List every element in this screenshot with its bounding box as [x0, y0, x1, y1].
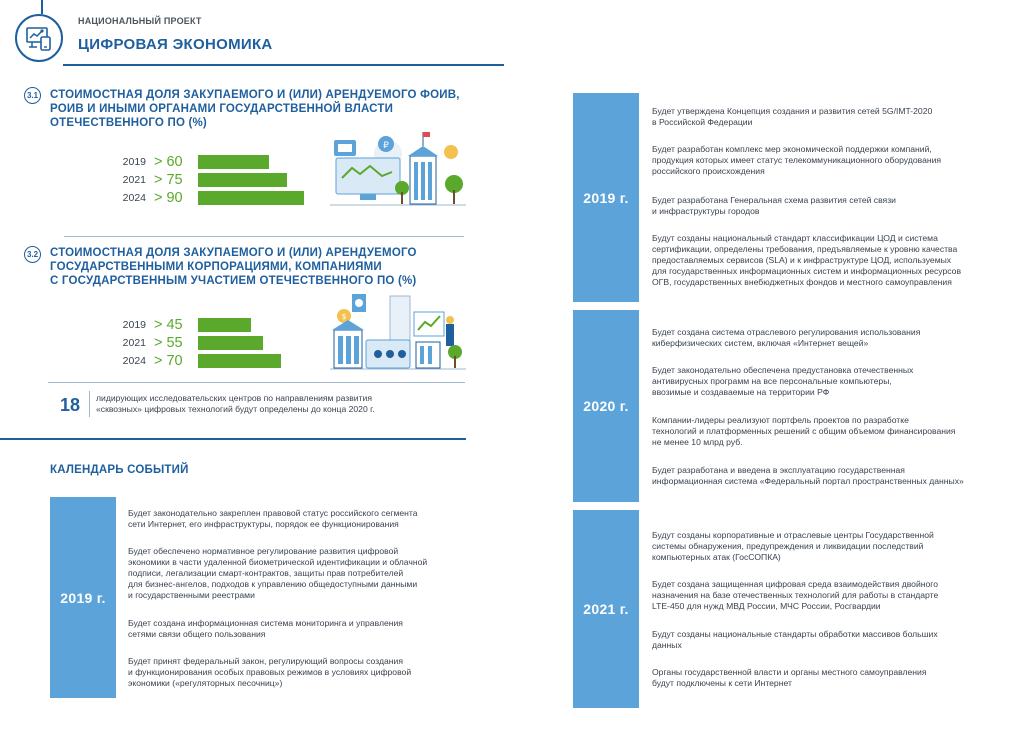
stat-description-line: «сквозных» цифровых технологий будут определены до конца 2020 г.: [96, 404, 375, 414]
bar-value-label: > 55: [154, 335, 183, 351]
section-divider: [64, 236, 464, 237]
bar: [198, 318, 251, 332]
event-line: Будет разработана Генеральная схема развития сетей связи: [652, 195, 896, 205]
section-divider: [48, 382, 465, 383]
project-logo: [15, 14, 63, 62]
year-block-right-2020: 2020 г.: [573, 310, 639, 502]
calendar-event: [128, 618, 403, 640]
section-title-line: С ГОСУДАРСТВЕННЫМ УЧАСТИЕМ ОТЕЧЕСТВЕННОГО ПО (%): [50, 275, 417, 287]
event-line: сертификации, определены требования, предъявляемые к уровню качества: [652, 244, 958, 254]
section-title-line: СТОИМОСТНАЯ ДОЛЯ ЗАКУПАЕМОГО И (ИЛИ) АРЕНДУЕМОГО ФОИВ,: [50, 89, 460, 101]
calendar-event: [652, 629, 938, 651]
event-line: Будет законодательно обеспечена предустановка отечественных: [652, 365, 914, 375]
event-line: Будет создана система отраслевого регулирования использования: [652, 327, 921, 337]
event-line: экономики в части удаленной биометрической идентификации и облачной: [128, 557, 428, 567]
event-line: сети Интернет, его инфраструктуры, порядок ее функционирования: [128, 519, 399, 529]
government-building-illustration: [330, 126, 466, 210]
event-line: и инфраструктуры городов: [652, 206, 760, 216]
bar-year: 2019: [122, 319, 146, 331]
event-line: Будут созданы корпоративные и отраслевые центры Государственной: [652, 530, 934, 540]
calendar-event: [128, 508, 418, 530]
event-line: назначения на базе отечественных технологий для работы в стандарте: [652, 590, 939, 600]
event-line: Будет разработан комплекс мер экономической поддержки компаний,: [652, 144, 932, 154]
calendar-event: [652, 579, 938, 612]
bar-year: 2024: [122, 355, 146, 367]
stat-divider: [89, 391, 90, 417]
event-line: компьютерных атак (ГосСОПКА): [652, 552, 781, 562]
bar: [198, 155, 269, 169]
event-line: ОГВ, государственных внебюджетных фондов и местного самоуправления: [652, 277, 952, 287]
project-title: ЦИФРОВАЯ ЭКОНОМИКА: [78, 36, 273, 53]
corporate-city-illustration: [330, 290, 466, 374]
event-line: и государственными реестрами: [128, 590, 255, 600]
calendar-event: [652, 195, 896, 217]
section-title-line: ГОСУДАРСТВЕННЫМИ КОРПОРАЦИЯМИ, КОМПАНИЯМИ: [50, 261, 382, 273]
bar: [198, 191, 304, 205]
event-line: Будет обеспечено нормативное регулирование развития цифровой: [128, 546, 399, 556]
header-accent-line: [41, 0, 43, 14]
svg-text:₽: ₽: [383, 141, 389, 151]
calendar-event: [652, 667, 927, 689]
event-line: Будут созданы национальный стандарт классификации ЦОД и система: [652, 233, 938, 243]
calendar-title: КАЛЕНДАРЬ СОБЫТИЙ: [50, 464, 189, 476]
event-line: киберфизических систем, включая «Интернет вещей»: [652, 338, 869, 348]
section-title-line: ОТЕЧЕСТВЕННОГО ПО (%): [50, 117, 207, 129]
event-line: для бизнес-ангелов, подходов к управлению общедоступными данными: [128, 579, 418, 589]
stat-description: [96, 393, 375, 415]
event-line: продукция которых имеет статус телекоммуникационного оборудования: [652, 155, 942, 165]
stat-description-line: лидирующих исследовательских центров по направлениям развития: [96, 393, 373, 403]
calendar-event: [652, 415, 955, 448]
section-number-3-1: 3.1: [24, 87, 41, 104]
calendar-event: [652, 327, 920, 349]
event-line: Будет разработана и введена в эксплуатацию государственная: [652, 465, 905, 475]
section-number-3-2: 3.2: [24, 246, 41, 263]
event-line: антивирусных программ на все персональные компьютеры,: [652, 376, 892, 386]
bar-value-label: > 75: [154, 172, 183, 188]
event-line: и функционирования особых правовых режимов в условиях цифровой: [128, 667, 412, 677]
header-divider: [63, 64, 504, 66]
section-title-3-2: [50, 246, 417, 288]
calendar-event: [652, 106, 932, 128]
event-line: Будет создана защищенная цифровая среда взаимодействия двойного: [652, 579, 939, 589]
event-line: ввозимые и создаваемые на территории РФ: [652, 387, 830, 397]
stat-number: 18: [60, 395, 81, 415]
event-line: Будут созданы национальные стандарты обработки массивов больших: [652, 629, 938, 639]
bar-value-label: > 90: [154, 190, 183, 206]
event-line: будут подключены к сети Интернет: [652, 678, 792, 688]
bar-year: 2024: [122, 192, 146, 204]
section-title-line: СТОИМОСТНАЯ ДОЛЯ ЗАКУПАЕМОГО И (ИЛИ) АРЕНДУЕМОГО: [50, 247, 417, 259]
svg-text:$: $: [341, 312, 347, 321]
calendar-event: [652, 465, 964, 487]
bar: [198, 173, 287, 187]
event-line: экономики («регуляторных песочниц»): [128, 678, 283, 688]
event-line: технологий и платформенных решений с общим объемом финансирования: [652, 426, 956, 436]
event-line: LTE-450 для нужд МВД России, МЧС России, Росгвардии: [652, 601, 881, 611]
calendar-event: [652, 365, 913, 398]
calendar-event: [652, 233, 961, 288]
event-line: Органы государственной власти и органы местного самоуправления: [652, 667, 927, 677]
bar-value-label: > 45: [154, 317, 183, 333]
event-line: Будет законодательно закреплен правовой статус российского сегмента: [128, 508, 418, 518]
section-title-line: РОИВ И ИНЫМИ ОРГАНАМИ ГОСУДАРСТВЕННОЙ ВЛАСТИ: [50, 103, 394, 115]
bar: [198, 336, 263, 350]
calendar-event: [652, 144, 941, 177]
event-line: российского происхождения: [652, 166, 765, 176]
event-line: в Российской Федерации: [652, 117, 753, 127]
event-line: для государственных информационных систем и информационных ресурсов: [652, 266, 962, 276]
section-title-3-1: [50, 88, 460, 130]
calendar-event: [652, 530, 934, 563]
digital-economy-icon: [24, 23, 54, 53]
event-line: предоставляемых сервисов (SLA) и к инфраструктуре ЦОД, используемых: [652, 255, 952, 265]
calendar-divider: [0, 438, 466, 440]
event-line: Будет утверждена Концепция создания и развития сетей 5G/IMT-2020: [652, 106, 933, 116]
bar-year: 2021: [122, 337, 146, 349]
year-block-right-2019: 2019 г.: [573, 93, 639, 302]
bar-year: 2021: [122, 174, 146, 186]
bar: [198, 354, 281, 368]
event-line: подписи, легализации смарт-контрактов, защиты прав потребителей: [128, 568, 404, 578]
event-line: Будет принят федеральный закон, регулирующий вопросы создания: [128, 656, 403, 666]
event-line: информационная система «Федеральный портал пространственных данных»: [652, 476, 964, 486]
event-line: не менее 10 млрд руб.: [652, 437, 743, 447]
year-block-left-2019: 2019 г.: [50, 497, 116, 698]
bar-value-label: > 60: [154, 154, 183, 170]
event-line: сетями связи общего пользования: [128, 629, 266, 639]
event-line: Компании-лидеры реализуют портфель проектов по разработке: [652, 415, 909, 425]
year-block-right-2021: 2021 г.: [573, 510, 639, 708]
calendar-event: [128, 656, 411, 689]
bar-year: 2019: [122, 156, 146, 168]
calendar-event: [128, 546, 427, 601]
project-label: НАЦИОНАЛЬНЫЙ ПРОЕКТ: [78, 16, 202, 26]
event-line: Будет создана информационная система мониторинга и управления: [128, 618, 403, 628]
event-line: системы обнаружения, предупреждения и ликвидации последствий: [652, 541, 924, 551]
bar-value-label: > 70: [154, 353, 183, 369]
event-line: данных: [652, 640, 682, 650]
